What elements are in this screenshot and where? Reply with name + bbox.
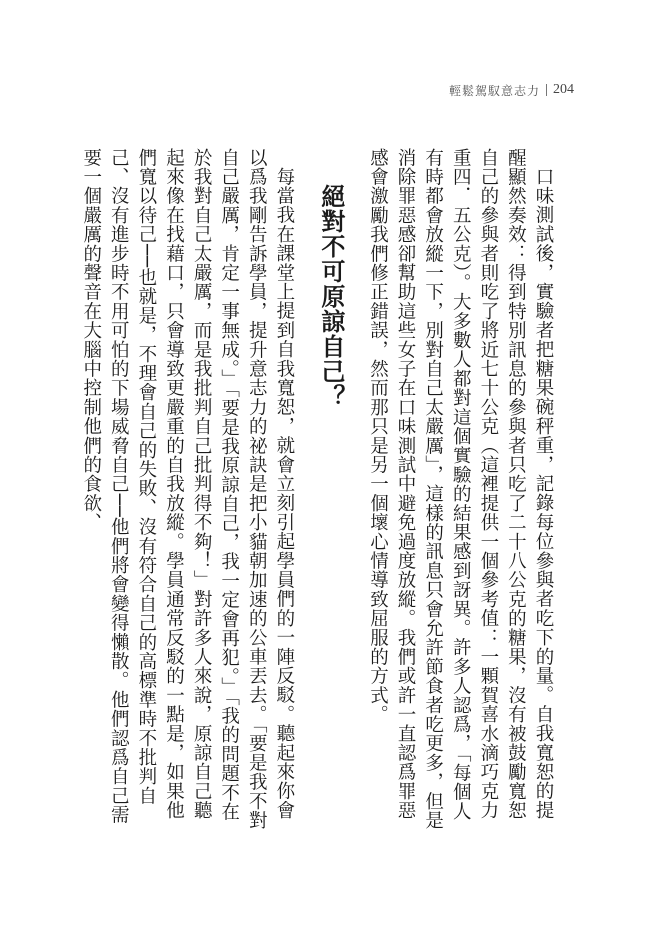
- section-heading: 絕對不可原諒自己？: [316, 184, 345, 409]
- running-title: 輕鬆駕馭意志力: [448, 83, 540, 98]
- body-text: [77, 148, 557, 838]
- page-header: [0, 80, 574, 100]
- paragraph-2: 每當我在課堂上提到自我寬恕，就會立刻引起學員們的一陣反駁。聽起來你會以爲我剛告訴學員，提升意志力的祕訣是把小貓朝加速的公車丟去。「要是我不對自己嚴厲，肯定一事無成。」「要是我原諒自己，我一定會再犯。」「我的問題不在於我對自己太嚴厲，而是我批判自己批判得不夠！」對許多人來說，原諒自己聽起來像在找藉口，只會導致更嚴重的自我放縱。學員通常反駁的一點是，如果他們寬以待己──也就是，不理會自己的失敗、沒有符合自己的高標準時不批判自己、沒有進步時不用可怕的下場威脅自己──他們將會變得懶散。他們認爲自己需要一個嚴厲的聲音在大腦中控制他們的食欲、: [80, 148, 295, 830]
- header-divider: [546, 84, 547, 96]
- page-number: 204: [553, 82, 574, 97]
- paragraph-1: 口味測試後，實驗者把糖果碗秤重，記錄每位參與者吃下的量。自我寬恕的提醒顯然奏效：得到特別訊息的參與者只吃了二十八公克的糖果，沒有被鼓勵寬恕自己的參與者則吃了將近七十公克（這裡提供一個參考值：一顆賀喜水滴巧克力重四．五公克）。大多數人都對這個實驗的結果感到訝異。許多人認爲，「每個人有時都會放縱一下，別對自己太嚴厲」，這樣的訊息只會允許節食者吃更多，但是消除罪惡感卻幫助這些女子在口味測試中避免過度放縱。我們或許一直認爲罪惡感會激勵我們修正錯誤，然而那只是另一個壞心情導致屈服的方式。: [367, 148, 554, 830]
